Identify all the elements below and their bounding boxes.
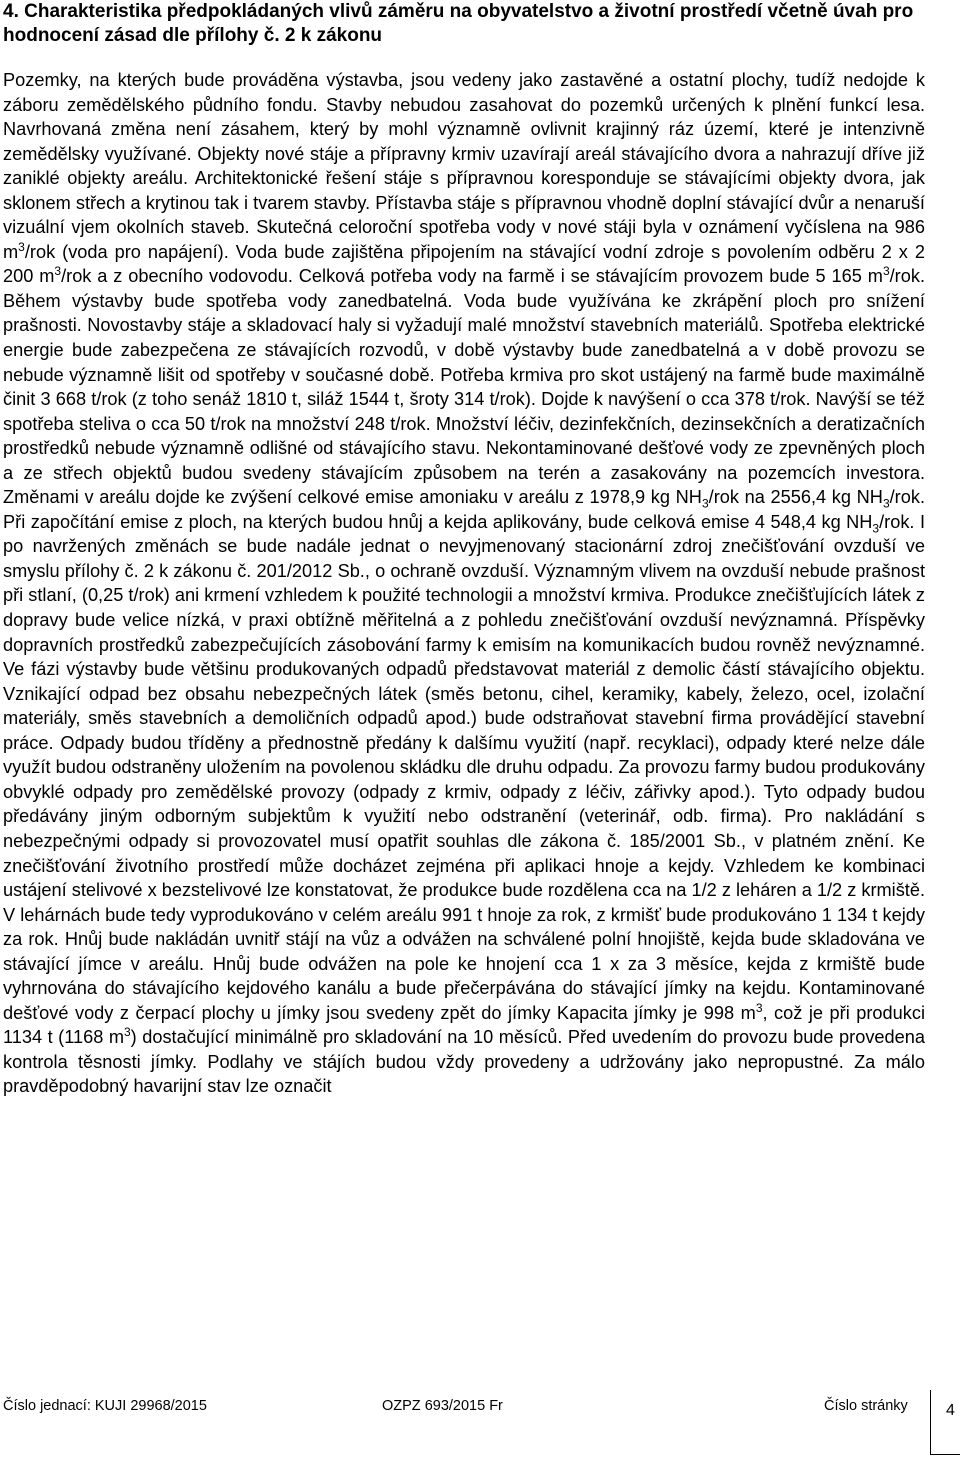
body-paragraph: [3, 68, 925, 1099]
superscript: 3: [54, 264, 62, 279]
section-heading: 4. Charakteristika předpokládaných vlivů záměru na obyvatelstvo a životní prostředí včetně úvah pro hodnocení zásad dle přílohy č. 2 k zákonu: [3, 1, 914, 46]
footer-divider-horizontal: [930, 1454, 960, 1455]
body-text-segment: /rok. Při započítání emise z ploch, na kterých budou hnůj a kejda aplikovány, bude celková emise 4 548,4 kg NH: [3, 487, 925, 532]
superscript: 3: [882, 264, 890, 279]
footer-divider-vertical: [930, 1390, 931, 1454]
superscript: 3: [755, 1000, 763, 1015]
subscript: 3: [872, 521, 880, 536]
body-text-segment: Pozemky, na kterých bude prováděna výstavba, jsou vedeny jako zastavěné a ostatní plochy, tudíž nedojde k záboru zemědělského půdního fondu. Stavby nebudou zasahovat do pozemků určených k plnění funkcí lesa. Navrhovaná změna není zásahem, který by mohl významně ovlivnit krajinný ráz území, které je intenzivně zemědělsky využívané. Objekty nové stáje a přípravny krmiv uzavírají areál stávajícího dvora a nahrazují dříve již zaniklé objekty areálu. Architektonické řešení stáje s přípravnou koresponduje se stávajícími objekty dvora, jak sklonem střech a krytinou tak i tvarem stavby. Přístavba stáje s přípravnou vhodně doplní stávající dvůr a nenaruší vizuální vjem okolních staveb. Skutečná celoroční spotřeba vody v nové stáji byla v oznámení vyčíslena na 986 m: [3, 70, 925, 262]
subscript: 3: [701, 496, 709, 511]
body-text-segment: /rok na 2556,4 kg NH: [708, 487, 883, 508]
subscript: 3: [882, 496, 890, 511]
superscript: 3: [123, 1025, 131, 1040]
body-text-segment: /rok a z obecního vodovodu. Celková potřeba vody na farmě i se stávajícím provozem bude 5 165 m: [61, 266, 883, 287]
body-text-segment: , což je při produkci 1134 t (1168 m: [3, 1002, 925, 1048]
body-text-segment: ) dostačující minimálně pro skladování na 10 měsíců. Před uvedením do provozu bude provedena kontrola těsnosti jímky. Podlahy ve stájích budou vždy provedeny a udržovány jako nepropustné. Za málo pravděpodobný havarijní stav lze označit: [3, 1027, 925, 1097]
body-text-segment: /rok (voda pro napájení). Voda bude zajištěna připojením na stávající vodní zdroje s povolením odběru 2 x 2 200 m: [3, 241, 925, 287]
body-text-segment: /rok. Během výstavby bude spotřeba vody zanedbatelná. Voda bude využívána ke zkrápění ploch pro snížení prašnosti. Novostavby stáje a skladovací haly si vyžadují malé množství stavebních materiálů. Spotřeba elektrické energie bude zabezpečena ze stávajících rozvodů, v době výstavby bude zanedbatelná a v době provozu se nebude významně lišit od spotřeby v současné době. Potřeba krmiva pro skot ustájený na farmě bude maximálně činit 3 668 t/rok (z toho senáž 1810 t, siláž 1544 t, šroty 314 t/rok). Dojde k navýšení o cca 378 t/rok. Navýší se též spotřeba steliva o cca 50 t/rok na množství 248 t/rok. Množství léčiv, dezinfekčních, dezinsekčních a deratizačních prostředků nebude významně odlišné od stávajícího stavu. Nekontaminované dešťové vody ze zpevněných ploch a ze střech objektů budou svedeny stávajícím způsobem na terén a zasakovány na pozemcích investora. Změnami v areálu dojde ke zvýšení celkové emise amoniaku v areálu z 1978,9 kg NH: [3, 266, 925, 508]
superscript: 3: [18, 239, 25, 254]
footer-page-number: 4: [946, 1402, 955, 1419]
footer-reference-number: Číslo jednací: KUJI 29968/2015: [3, 1398, 207, 1414]
footer-page-label: Číslo stránky: [824, 1398, 908, 1414]
body-text-segment: /rok. I po navržených změnách se bude nadále jednat o nevyjmenovaný stacionární zdroj znečišťování ovzduší ve smyslu přílohy č. 2 k zákonu č. 201/2012 Sb., o ochraně ovzduší. Významným vlivem na ovzduší nebude prašnost při stlaní, (0,25 t/rok) ani krmení vzhledem k použité technologii a množství krmiva. Produkce znečišťujících látek z dopravy bude velice nízká, v praxi obtížně měřitelná a z pohledu znečišťování ovzduší nevýznamná. Příspěvky dopravních prostředků zabezpečujících zásobování farmy k emisím na komunikacích budou rovněž nevýznamné. Ve fázi výstavby bude většinu produkovaných odpadů představovat materiál z demolic částí stávajícího objektu. Vznikající odpad bez obsahu nebezpečných látek (směs betonu, cihel, keramiky, kabely, železo, ocel, izolační materiály, směs stavebních a demoličních odpadů apod.) bude odstraňovat stavební firma provádějící stavební práce. Odpady budou tříděny a přednostně předány k dalšímu využití (např. recyklaci), odpady které nelze dále využít budou odstraněny uložením na povolenou skládku dle druhu odpadu. Za provozu farmy budou produkovány obvyklé odpady pro zemědělské provozy (odpady z krmiv, odpady z léčiv, zářivky apod.). Tyto odpady budou předávány jiným odborným subjektům k využití nebo odstranění (veterinář, odb. firma). Pro nakládání s nebezpečnými odpady si provozovatel musí opatřit souhlas dle zákona č. 185/2001 Sb., v platném znění. Ke znečišťování životního prostředí může docházet zejména při aplikaci hnoje a kejdy. Vzhledem ke kombinaci ustájení stelivové x bezstelivové lze konstatovat, že produkce bude rozdělena cca na 1/2 z leháren a 1/2 z krmiště. V lehárnách bude tedy vyprodukováno v celém areálu 991 t hnoje za rok, z krmišť bude produkováno 1 134 t kejdy za rok. Hnůj bude nakládán uvnitř stájí na vůz a odvážen na schválené polní hnojiště, kejda bude skladována ve stávající jímce v areálu. Hnůj bude odvážen na pole ke hnojení cca 1 x za 3 měsíce, kejda z krmiště bude vyhrnována do stávajícího kejdového kanálu a bude přečerpávána do stávající jímky na kejdu. Kontaminované dešťové vody z čerpací plochy u jímky jsou svedeny zpět do jímky Kapacita jímky je 998 m: [3, 511, 926, 1023]
footer-file-code: OZPZ 693/2015 Fr: [382, 1398, 503, 1414]
